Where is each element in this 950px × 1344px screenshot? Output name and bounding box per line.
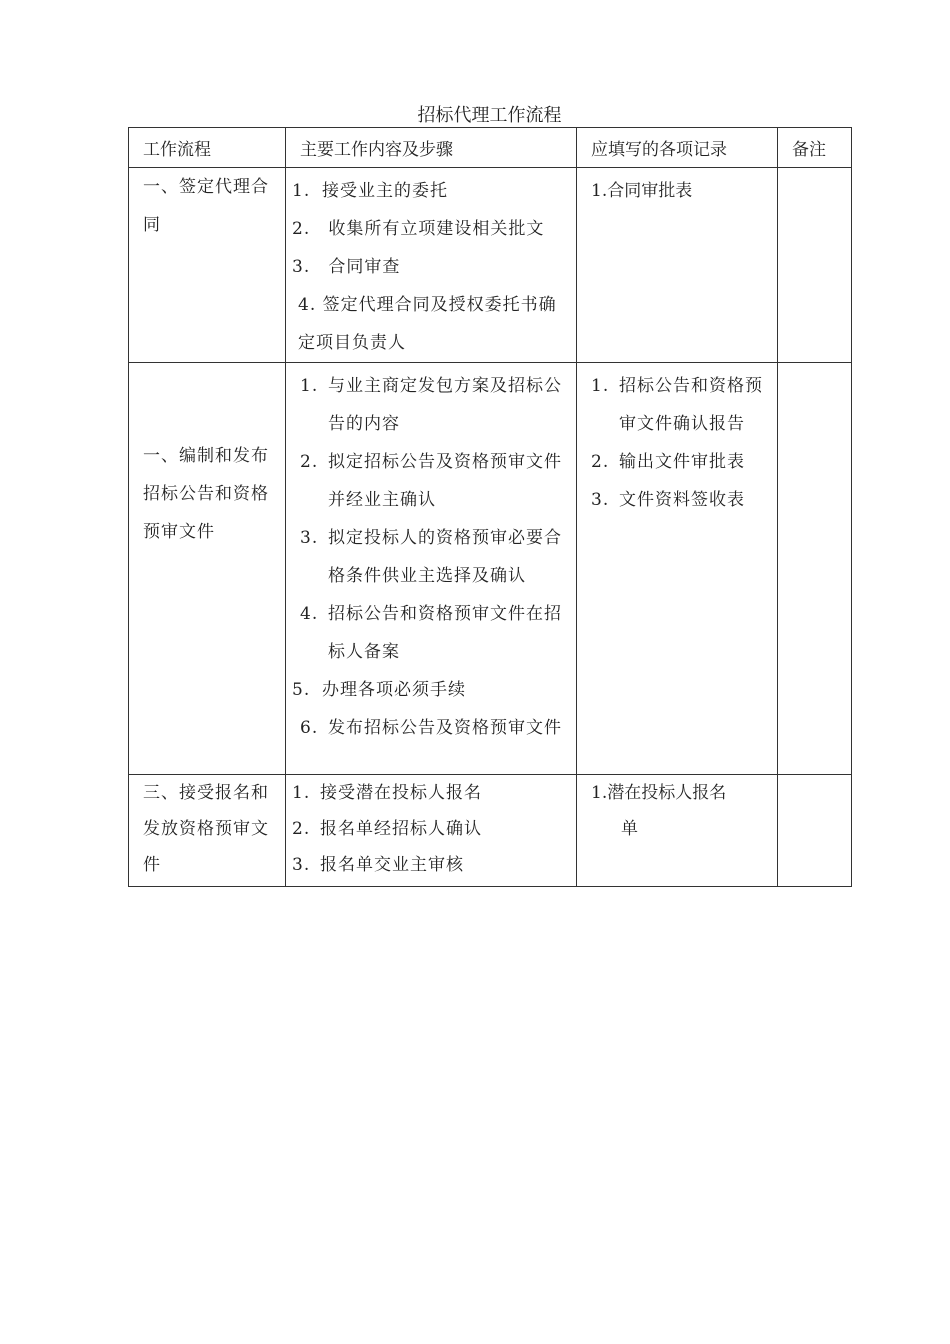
steps-cell (286, 168, 577, 363)
header-steps: 主要工作内容及步骤 (286, 128, 577, 168)
stage-label: 三、接受报名和发放资格预审文件 (143, 783, 269, 875)
records-cell (577, 168, 778, 363)
record-item: 2. 输出文件审批表 (591, 452, 745, 472)
list-item: 3. 拟定投标人的资格预审必要合格条件供业主选择及确认 (300, 528, 562, 586)
list-item: 5. 办理各项必须手续 (292, 680, 466, 700)
steps-list (286, 775, 576, 883)
header-records: 应填写的各项记录 (577, 128, 778, 168)
record-item: 1. 招标公告和资格预审文件确认报告 (591, 376, 763, 434)
document-title: 招标代理工作流程 (417, 105, 562, 126)
workflow-table (128, 127, 852, 887)
records-cell (577, 363, 778, 775)
stage-label: 一、编制和发布招标公告和资格预审文件 (143, 446, 269, 542)
list-item: 3. 合同审查 (292, 257, 401, 277)
list-item: 2. 报名单经招标人确认 (292, 819, 482, 839)
table-row (129, 168, 852, 363)
stage-cell (129, 775, 286, 887)
remarks-cell (778, 775, 852, 887)
list-item: 2. 拟定招标公告及资格预审文件并经业主确认 (300, 452, 562, 510)
list-item: 1. 接受业主的委托 (292, 181, 448, 201)
remarks-cell (778, 168, 852, 363)
records-cell (577, 775, 778, 887)
table-row (129, 363, 852, 775)
steps-list (286, 363, 576, 747)
steps-cell (286, 775, 577, 887)
record-item: 1.潜在投标人报名 单 (591, 783, 727, 839)
list-item: 1. 接受潜在投标人报名 (292, 783, 482, 803)
record-item: 1.合同审批表 (591, 181, 693, 201)
records-list (577, 363, 777, 519)
list-item: 4. 招标公告和资格预审文件在招标人备案 (300, 604, 562, 662)
steps-list (286, 168, 576, 362)
list-item: 6. 发布招标公告及资格预审文件 (300, 718, 562, 738)
list-item: 4. 签定代理合同及授权委托书确定项目负责人 (298, 295, 557, 353)
header-stage: 工作流程 (129, 128, 286, 168)
steps-cell (286, 363, 577, 775)
table-row (129, 775, 852, 887)
remarks-cell (778, 363, 852, 775)
table-header-row (129, 128, 852, 168)
header-remarks: 备注 (778, 128, 852, 168)
record-item: 3. 文件资料签收表 (591, 490, 745, 510)
stage-cell (129, 363, 286, 775)
stage-label: 一、签定代理合同 (143, 177, 269, 235)
list-item: 2. 收集所有立项建设相关批文 (292, 219, 545, 239)
list-item: 3. 报名单交业主审核 (292, 855, 464, 875)
list-item: 1. 与业主商定发包方案及招标公告的内容 (300, 376, 562, 434)
stage-cell (129, 168, 286, 363)
